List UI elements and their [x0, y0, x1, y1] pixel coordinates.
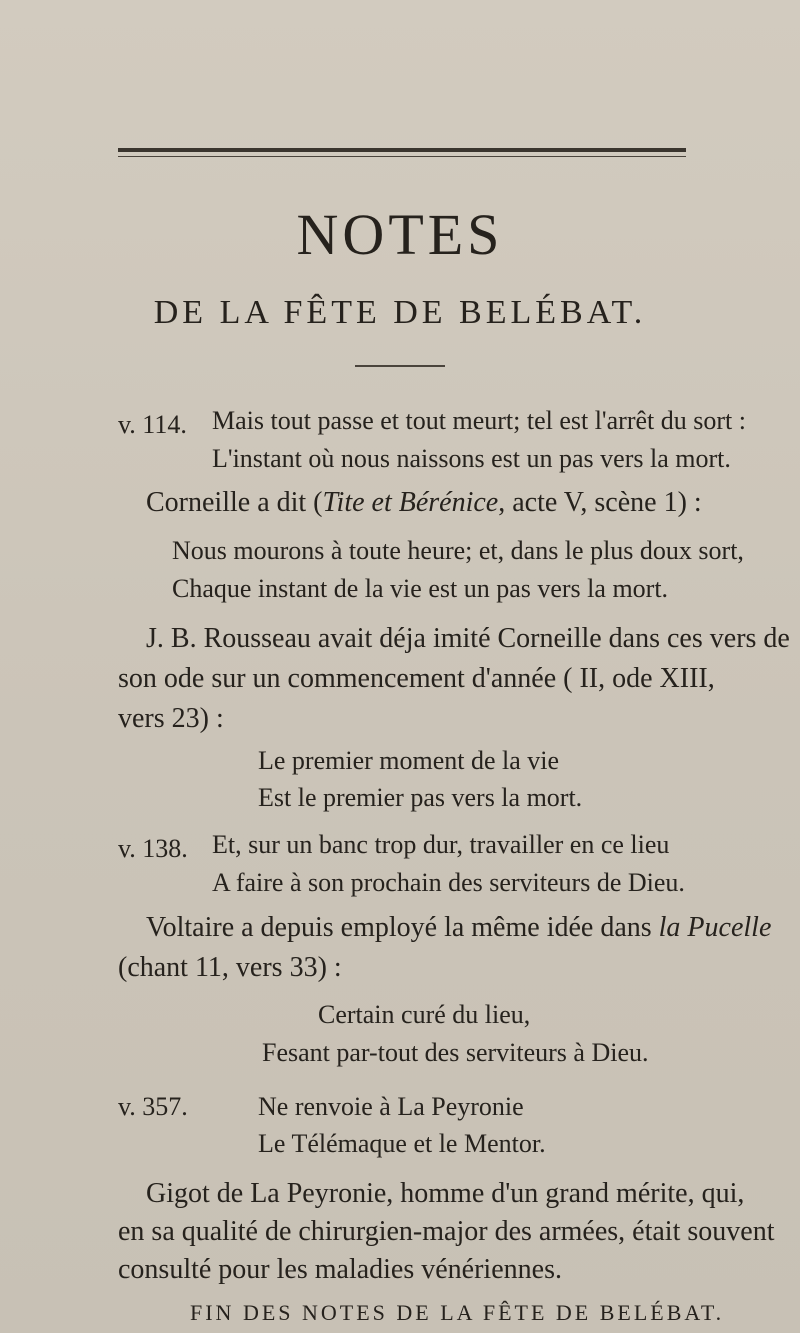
work-title: Tite et Bérénice	[322, 487, 499, 518]
paragraph-line: vers 23) :	[118, 703, 224, 734]
verse-line: Mais tout passe et tout meurt; tel est l'arrêt du sort :	[212, 406, 746, 435]
paragraph-line: (chant 11, vers 33) :	[118, 952, 342, 983]
verse-line: L'instant où nous naissons est un pas vers la mort.	[212, 444, 731, 473]
paragraph-line: consulté pour les maladies vénériennes.	[118, 1254, 562, 1285]
commentary-text: Corneille a dit (	[146, 487, 323, 518]
paragraph-line: Gigot de La Peyronie, homme d'un grand mérite, qui,	[146, 1178, 745, 1209]
page-title: NOTES	[296, 202, 504, 267]
quote-line: Est le premier pas vers la mort.	[258, 783, 583, 812]
verse-line: Ne renvoie à La Peyronie	[258, 1092, 524, 1121]
verse-line: A faire à son prochain des serviteurs de Dieu.	[212, 868, 685, 897]
paragraph-line: son ode sur un commencement d'année ( II, ode XIII,	[118, 663, 715, 694]
commentary-text: , acte V, scène 1) :	[498, 487, 702, 518]
verse-line: Et, sur un banc trop dur, travailler en ce lieu	[212, 830, 670, 859]
quote-line: Chaque instant de la vie est un pas vers la mort.	[172, 574, 669, 603]
paragraph-line: en sa qualité de chirurgien-major des armées, était souvent	[118, 1216, 775, 1247]
quote-line: Nous mourons à toute heure; et, dans le plus doux sort,	[172, 536, 744, 565]
quote-line: Certain curé du lieu,	[318, 1000, 531, 1029]
note-ref: v. 138.	[118, 834, 188, 863]
page-subtitle: DE LA FÊTE DE BELÉBAT.	[153, 294, 647, 331]
quote-line: Le premier moment de la vie	[258, 746, 560, 775]
end-text: FIN DES NOTES DE LA FÊTE DE BELÉBAT.	[190, 1300, 725, 1325]
work-title: la Pucelle	[658, 912, 772, 943]
quote-line: Fesant par-tout des serviteurs à Dieu.	[262, 1038, 649, 1067]
paragraph-line: J. B. Rousseau avait déja imité Corneille dans ces vers de	[146, 623, 790, 654]
paragraph-text: Voltaire a depuis employé la même idée dans	[146, 912, 652, 943]
verse-line: Le Télémaque et le Mentor.	[258, 1129, 546, 1158]
note-ref: v. 357.	[118, 1092, 188, 1121]
note-ref: v. 114.	[118, 410, 187, 439]
